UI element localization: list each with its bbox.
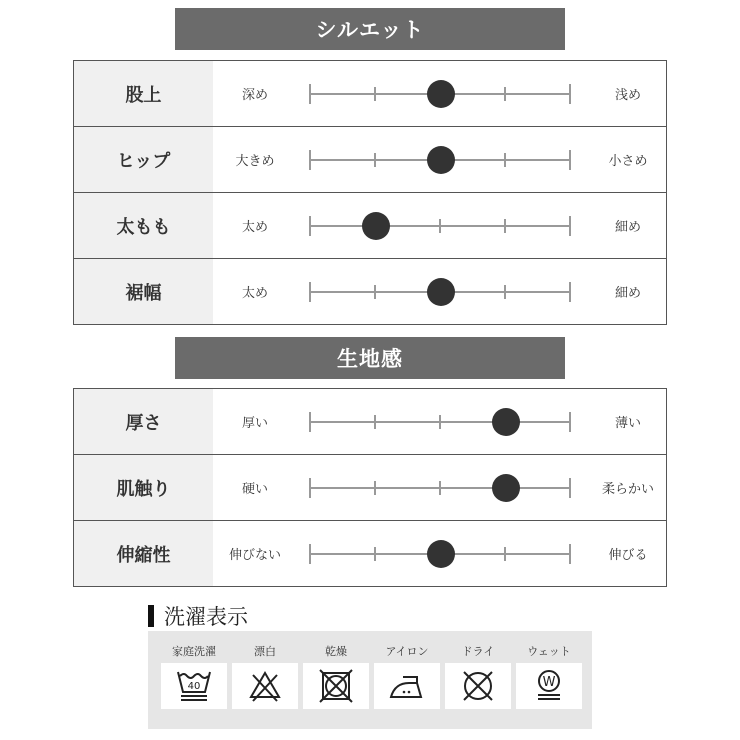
- right-label: 伸びる: [608, 548, 648, 563]
- scale-line: [310, 225, 570, 227]
- care-label: アイロン: [385, 645, 429, 658]
- row-label: 肌触り: [74, 455, 213, 520]
- right-label: 柔らかい: [601, 482, 654, 497]
- row-label: ヒップ: [74, 127, 213, 192]
- scale-tick: [309, 412, 311, 432]
- no-dry-clean-icon: [445, 663, 511, 709]
- care-item: [445, 641, 511, 709]
- scale-tick: [504, 547, 506, 561]
- iron-medium-icon: [374, 663, 440, 709]
- scale-line: [310, 159, 570, 161]
- scale-row: [74, 258, 666, 324]
- right-label: 薄い: [614, 416, 641, 431]
- care-label: 家庭洗濯: [172, 645, 216, 658]
- scale-tick: [439, 415, 441, 429]
- scale-line: [310, 553, 570, 555]
- scale-tick: [569, 216, 571, 236]
- left-label: 厚い: [241, 416, 268, 431]
- row-label: 股上: [74, 61, 213, 126]
- scale-marker: [362, 212, 390, 240]
- left-label: 深め: [241, 88, 268, 103]
- left-label: 太め: [241, 286, 268, 301]
- right-label: 小さめ: [608, 154, 648, 169]
- scale-marker: [427, 278, 455, 306]
- care-item: [232, 641, 298, 709]
- scale-line: [310, 93, 570, 95]
- row-label: 裾幅: [74, 259, 213, 324]
- scale-tick: [374, 285, 376, 299]
- scale-tick: [309, 150, 311, 170]
- scale-tick: [569, 282, 571, 302]
- no-bleach-icon: [232, 663, 298, 709]
- scale-tick: [309, 478, 311, 498]
- silhouette-table: [73, 60, 667, 325]
- scale-row: [74, 126, 666, 192]
- left-label: 伸びない: [228, 548, 281, 563]
- care-label: ドライ: [461, 645, 495, 658]
- left-label: 硬い: [241, 482, 268, 497]
- scale-marker: [427, 540, 455, 568]
- wash-40-icon: [161, 663, 227, 709]
- care-label: 漂白: [254, 645, 276, 658]
- scale-tick: [374, 153, 376, 167]
- no-tumble-dry-icon: [303, 663, 369, 709]
- scale-tick: [569, 150, 571, 170]
- scale-tick: [439, 481, 441, 495]
- care-item: [516, 641, 582, 709]
- care-item: [374, 641, 440, 709]
- care-item: [161, 641, 227, 709]
- scale-marker: [492, 474, 520, 502]
- scale-row: [74, 454, 666, 520]
- scale-tick: [569, 478, 571, 498]
- care-label: ウェット: [527, 645, 571, 658]
- svg-text:W: W: [542, 675, 556, 690]
- scale-tick: [504, 219, 506, 233]
- scale-tick: [309, 84, 311, 104]
- scale-line: [310, 487, 570, 489]
- scale-tick: [504, 285, 506, 299]
- row-label: 厚さ: [74, 389, 213, 454]
- fabric-table: [73, 388, 667, 587]
- scale-tick: [309, 544, 311, 564]
- scale-tick: [504, 153, 506, 167]
- scale-line: [310, 421, 570, 423]
- scale-tick: [504, 87, 506, 101]
- silhouette-header: シルエット: [175, 8, 565, 50]
- care-item: [303, 641, 369, 709]
- left-label: 太め: [241, 220, 268, 235]
- washing-title-text: 洗濯表示: [164, 605, 248, 629]
- scale-row: [74, 192, 666, 258]
- right-label: 細め: [614, 220, 641, 235]
- scale-tick: [374, 87, 376, 101]
- scale-row: [74, 520, 666, 586]
- right-label: 浅め: [614, 88, 641, 103]
- scale-tick: [309, 216, 311, 236]
- row-label: 伸縮性: [74, 521, 213, 586]
- scale-tick: [569, 84, 571, 104]
- scale-marker: [427, 80, 455, 108]
- scale-row: [74, 61, 666, 126]
- washing-panel: [148, 631, 592, 729]
- scale-tick: [374, 547, 376, 561]
- fabric-header: 生地感: [175, 337, 565, 379]
- scale-tick: [569, 544, 571, 564]
- care-label: 乾燥: [325, 645, 347, 658]
- title-bar: [148, 605, 154, 627]
- scale-marker: [427, 146, 455, 174]
- left-label: 大きめ: [235, 154, 275, 169]
- scale-tick: [439, 219, 441, 233]
- scale-tick: [374, 481, 376, 495]
- scale-tick: [374, 415, 376, 429]
- scale-tick: [309, 282, 311, 302]
- washing-title: [148, 601, 248, 631]
- svg-text:40: 40: [187, 681, 201, 692]
- wet-clean-gentle-icon: [516, 663, 582, 709]
- scale-row: [74, 389, 666, 454]
- scale-marker: [492, 408, 520, 436]
- right-label: 細め: [614, 286, 641, 301]
- scale-tick: [569, 412, 571, 432]
- row-label: 太もも: [74, 193, 213, 258]
- scale-line: [310, 291, 570, 293]
